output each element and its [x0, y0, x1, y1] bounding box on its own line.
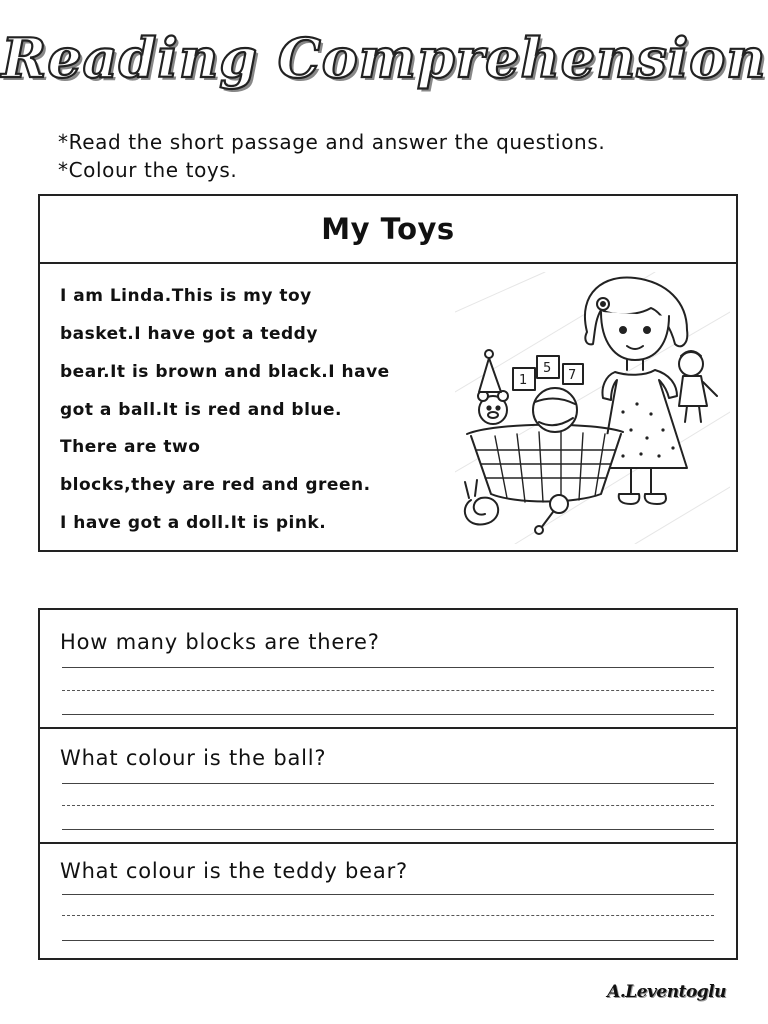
passage-line: bear.It is brown and black.I have — [60, 362, 390, 382]
question-box — [38, 842, 738, 960]
instruction-colour: *Colour the toys. — [58, 158, 238, 182]
girl-with-toys-illustration — [455, 272, 730, 544]
passage-line: I am Linda.This is my toy — [60, 286, 312, 306]
block-number: 7 — [568, 368, 577, 383]
answer-line[interactable] — [62, 805, 714, 806]
answer-line[interactable] — [62, 829, 714, 830]
author-signature: A.Leventoglu — [607, 982, 726, 1002]
answer-line[interactable] — [62, 690, 714, 691]
block-number: 1 — [519, 373, 528, 388]
answer-line[interactable] — [62, 714, 714, 715]
answer-line[interactable] — [62, 915, 714, 916]
eye-icon — [620, 327, 626, 333]
question-text: What colour is the teddy bear? — [60, 859, 408, 883]
passage-line: basket.I have got a teddy — [60, 324, 318, 344]
question-text: How many blocks are there? — [60, 630, 380, 654]
instruction-read: *Read the short passage and answer the questions. — [58, 130, 606, 154]
question-text: What colour is the ball? — [60, 746, 327, 770]
question-box — [38, 608, 738, 729]
passage-line: There are two — [60, 437, 201, 457]
answer-line[interactable] — [62, 894, 714, 895]
question-box — [38, 727, 738, 844]
answer-line[interactable] — [62, 940, 714, 941]
worksheet-title: Reading Comprehension — [1, 26, 767, 90]
answer-line[interactable] — [62, 667, 714, 668]
story-title: My Toys — [38, 194, 738, 264]
passage-line: I have got a doll.It is pink. — [60, 513, 327, 533]
passage-line: blocks,they are red and green. — [60, 475, 371, 495]
passage-line: got a ball.It is red and blue. — [60, 400, 343, 420]
block-number: 5 — [543, 361, 552, 376]
answer-line[interactable] — [62, 783, 714, 784]
